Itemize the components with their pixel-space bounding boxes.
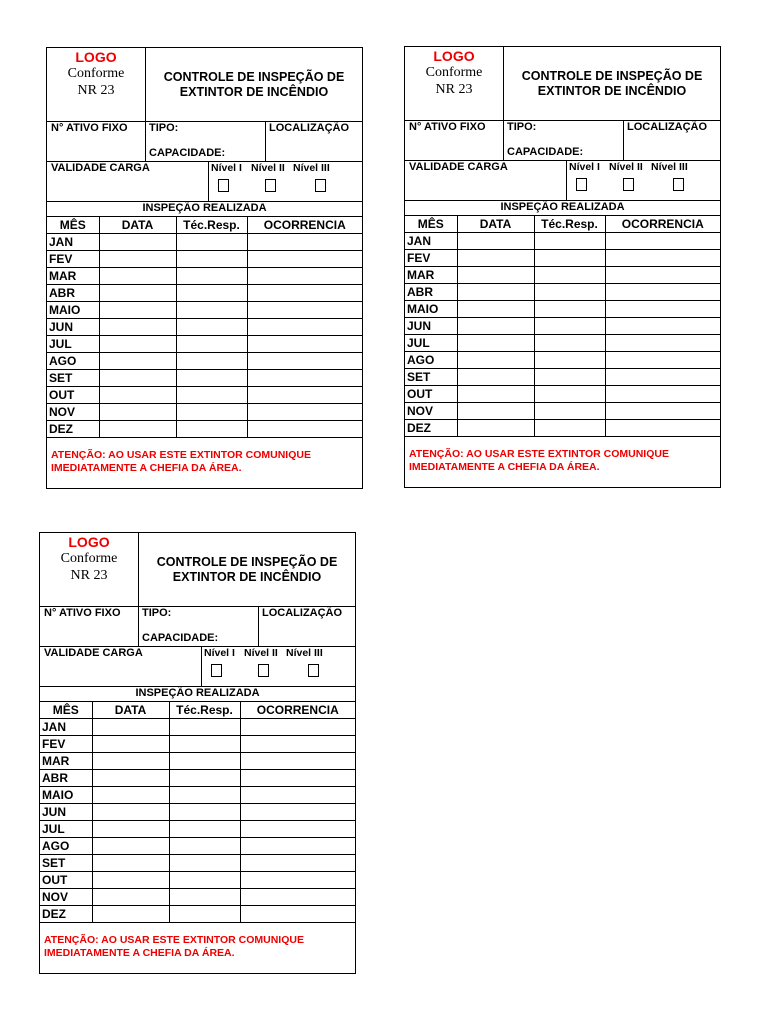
data-cell[interactable] [92, 753, 169, 770]
month-cell: SET [40, 855, 92, 872]
ocorrencia-cell[interactable] [605, 233, 720, 250]
month-cell: ABR [40, 770, 92, 787]
title-line-2: EXTINTOR DE INCÊNDIO [179, 84, 329, 99]
title-line-1: CONTROLE DE INSPEÇÃO DE [163, 69, 345, 84]
norma-label: NR 23 [70, 568, 108, 583]
localizacao-label: LOCALIZAÇÃO [627, 121, 708, 133]
table-row [405, 386, 720, 403]
tec-resp-cell[interactable] [169, 838, 240, 855]
ocorrencia-cell[interactable] [247, 353, 362, 370]
month-cell: FEV [47, 251, 99, 268]
ocorrencia-cell[interactable] [605, 420, 720, 437]
ocorrencia-cell[interactable] [247, 421, 362, 438]
month-cell: NOV [47, 404, 99, 421]
ocorrencia-cell[interactable] [605, 250, 720, 267]
tec-resp-cell[interactable] [534, 369, 605, 386]
tec-resp-cell[interactable] [176, 234, 247, 251]
month-cell: AGO [47, 353, 99, 370]
data-cell[interactable] [99, 421, 176, 438]
table-header-row [40, 702, 355, 719]
month-cell: NOV [405, 403, 457, 420]
ocorrencia-cell[interactable] [247, 285, 362, 302]
nivel-3-checkbox[interactable] [315, 179, 326, 192]
table-row [405, 284, 720, 301]
warning-text [409, 448, 716, 474]
tec-resp-cell[interactable] [534, 250, 605, 267]
data-cell[interactable] [457, 301, 534, 318]
table-row [405, 335, 720, 352]
data-cell[interactable] [92, 906, 169, 923]
table-row [40, 838, 355, 855]
conforme-label: Conforme [60, 551, 118, 566]
nivel-3-label: Nível III [293, 162, 330, 174]
ocorrencia-cell[interactable] [240, 821, 355, 838]
tec-resp-cell[interactable] [534, 403, 605, 420]
nivel-2-checkbox[interactable] [258, 664, 269, 677]
inspecao-realizada-heading: INSPEÇÃO REALIZADA [40, 686, 355, 702]
inspecao-realizada-heading: INSPEÇÃO REALIZADA [405, 200, 720, 216]
asset-row [40, 606, 355, 647]
warning-line-2: IMEDIATAMENTE A CHEFIA DA ÁREA. [409, 461, 600, 473]
card-header [47, 48, 362, 122]
tec-resp-cell[interactable] [169, 804, 240, 821]
month-cell: SET [47, 370, 99, 387]
table-row [40, 821, 355, 838]
ocorrencia-cell[interactable] [240, 838, 355, 855]
data-cell[interactable] [457, 267, 534, 284]
ocorrencia-cell[interactable] [240, 753, 355, 770]
month-cell: MAIO [47, 302, 99, 319]
tec-resp-cell[interactable] [176, 421, 247, 438]
ocorrencia-cell[interactable] [247, 319, 362, 336]
month-cell: JUL [40, 821, 92, 838]
tec-resp-cell[interactable] [169, 855, 240, 872]
nivel-3-checkbox[interactable] [673, 178, 684, 191]
data-cell[interactable] [99, 319, 176, 336]
inspecao-realizada-heading: INSPEÇÃO REALIZADA [47, 201, 362, 217]
tec-resp-cell[interactable] [169, 736, 240, 753]
col-mes-header: MÊS [40, 702, 92, 719]
card-header [405, 47, 720, 121]
col-data-header: DATA [457, 216, 534, 233]
data-cell[interactable] [92, 821, 169, 838]
tec-resp-cell[interactable] [176, 353, 247, 370]
month-cell: JUL [47, 336, 99, 353]
inspection-table [40, 701, 355, 923]
inspection-table [405, 215, 720, 437]
month-cell: AGO [40, 838, 92, 855]
nivel-2-label: Nível II [251, 162, 285, 174]
nivel-1-checkbox[interactable] [218, 179, 229, 192]
norma-label: NR 23 [435, 82, 473, 97]
nivel-3-label: Nível III [651, 161, 688, 173]
tipo-label: TIPO: [142, 607, 172, 619]
ocorrencia-cell[interactable] [605, 301, 720, 318]
tec-resp-cell[interactable] [176, 319, 247, 336]
tipo-label: TIPO: [507, 121, 537, 133]
table-row [405, 403, 720, 420]
ativo-fixo-label: N° ATIVO FIXO [409, 121, 486, 133]
table-row [40, 889, 355, 906]
table-header-row [405, 216, 720, 233]
data-cell[interactable] [457, 233, 534, 250]
table-row [47, 353, 362, 370]
month-cell: MAR [40, 753, 92, 770]
ocorrencia-cell[interactable] [605, 369, 720, 386]
validade-row [47, 161, 362, 202]
tec-resp-cell[interactable] [169, 821, 240, 838]
warning-line-2: IMEDIATAMENTE A CHEFIA DA ÁREA. [44, 947, 235, 959]
conforme-label: Conforme [67, 66, 125, 81]
tipo-label: TIPO: [149, 122, 179, 134]
month-cell: MAR [405, 267, 457, 284]
col-ocorrencia-header: OCORRENCIA [605, 216, 720, 233]
localizacao-label: LOCALIZAÇÃO [262, 607, 343, 619]
col-tec-header: Téc.Resp. [534, 216, 605, 233]
capacidade-label: CAPACIDADE: [149, 147, 226, 159]
month-cell: JAN [405, 233, 457, 250]
tec-resp-cell[interactable] [176, 370, 247, 387]
validade-carga-label: VALIDADE CARGA [51, 162, 150, 174]
ocorrencia-cell[interactable] [247, 404, 362, 421]
table-row [405, 233, 720, 250]
col-ocorrencia-header: OCORRENCIA [247, 217, 362, 234]
asset-row [47, 121, 362, 162]
ocorrencia-cell[interactable] [247, 268, 362, 285]
data-cell[interactable] [99, 387, 176, 404]
tec-resp-cell[interactable] [534, 301, 605, 318]
logo-placeholder: LOGO [68, 534, 110, 550]
warning-text [51, 449, 358, 475]
inspection-card [404, 46, 721, 488]
table-row [40, 855, 355, 872]
ocorrencia-cell[interactable] [240, 906, 355, 923]
ocorrencia-cell[interactable] [240, 787, 355, 804]
data-cell[interactable] [99, 234, 176, 251]
data-cell[interactable] [92, 838, 169, 855]
month-cell: JUN [405, 318, 457, 335]
conforme-label: Conforme [425, 65, 483, 80]
month-cell: MAIO [40, 787, 92, 804]
tec-resp-cell[interactable] [176, 285, 247, 302]
data-cell[interactable] [99, 268, 176, 285]
tec-resp-cell[interactable] [169, 753, 240, 770]
nivel-1-label: Nível I [211, 162, 242, 174]
title-line-1: CONTROLE DE INSPEÇÃO DE [156, 554, 338, 569]
ocorrencia-cell[interactable] [247, 234, 362, 251]
ocorrencia-cell[interactable] [605, 386, 720, 403]
data-cell[interactable] [92, 719, 169, 736]
table-row [47, 251, 362, 268]
data-cell[interactable] [99, 336, 176, 353]
data-cell[interactable] [92, 855, 169, 872]
title-line-2: EXTINTOR DE INCÊNDIO [172, 569, 322, 584]
tec-resp-cell[interactable] [534, 352, 605, 369]
tec-resp-cell[interactable] [176, 336, 247, 353]
month-cell: NOV [40, 889, 92, 906]
table-row [47, 336, 362, 353]
tec-resp-cell[interactable] [169, 770, 240, 787]
nivel-1-checkbox[interactable] [211, 664, 222, 677]
nivel-1-label: Nível I [569, 161, 600, 173]
logo-placeholder: LOGO [75, 49, 117, 65]
table-row [47, 387, 362, 404]
table-row [40, 719, 355, 736]
data-cell[interactable] [457, 369, 534, 386]
asset-row [405, 120, 720, 161]
inspection-card [39, 532, 356, 974]
nivel-3-label: Nível III [286, 647, 323, 659]
tec-resp-cell[interactable] [176, 268, 247, 285]
form-title [146, 48, 362, 121]
month-cell: SET [405, 369, 457, 386]
validade-carga-label: VALIDADE CARGA [409, 161, 508, 173]
ocorrencia-cell[interactable] [605, 335, 720, 352]
nivel-1-checkbox[interactable] [576, 178, 587, 191]
table-row [405, 318, 720, 335]
capacidade-label: CAPACIDADE: [142, 632, 219, 644]
tec-resp-cell[interactable] [534, 335, 605, 352]
data-cell[interactable] [457, 335, 534, 352]
month-cell: DEZ [405, 420, 457, 437]
title-line-1: CONTROLE DE INSPEÇÃO DE [521, 68, 703, 83]
tec-resp-cell[interactable] [176, 302, 247, 319]
tec-resp-cell[interactable] [176, 387, 247, 404]
month-cell: DEZ [40, 906, 92, 923]
table-row [40, 753, 355, 770]
tec-resp-cell[interactable] [169, 787, 240, 804]
table-row [40, 787, 355, 804]
table-row [405, 250, 720, 267]
table-row [47, 234, 362, 251]
validade-row [40, 646, 355, 687]
tec-resp-cell[interactable] [534, 318, 605, 335]
warning-line-1: ATENÇÃO: AO USAR ESTE EXTINTOR COMUNIQUE [44, 934, 304, 946]
table-row [47, 285, 362, 302]
data-cell[interactable] [99, 285, 176, 302]
tec-resp-cell[interactable] [169, 872, 240, 889]
localizacao-label: LOCALIZAÇÃO [269, 122, 350, 134]
warning-line-1: ATENÇÃO: AO USAR ESTE EXTINTOR COMUNIQUE [51, 449, 311, 461]
nivel-1-label: Nível I [204, 647, 235, 659]
ocorrencia-cell[interactable] [247, 387, 362, 404]
table-row [40, 872, 355, 889]
month-cell: JUN [47, 319, 99, 336]
month-cell: ABR [47, 285, 99, 302]
form-title [504, 47, 720, 120]
inspection-table [47, 216, 362, 438]
tec-resp-cell[interactable] [534, 267, 605, 284]
ocorrencia-cell[interactable] [247, 251, 362, 268]
ativo-fixo-label: N° ATIVO FIXO [51, 122, 128, 134]
warning-line-2: IMEDIATAMENTE A CHEFIA DA ÁREA. [51, 462, 242, 474]
col-data-header: DATA [99, 217, 176, 234]
table-row [40, 770, 355, 787]
month-cell: FEV [40, 736, 92, 753]
ocorrencia-cell[interactable] [605, 352, 720, 369]
tec-resp-cell[interactable] [534, 233, 605, 250]
tec-resp-cell[interactable] [176, 404, 247, 421]
month-cell: OUT [40, 872, 92, 889]
ocorrencia-cell[interactable] [247, 370, 362, 387]
nivel-2-checkbox[interactable] [623, 178, 634, 191]
table-row [40, 736, 355, 753]
table-row [40, 804, 355, 821]
table-row [47, 302, 362, 319]
nivel-3-checkbox[interactable] [308, 664, 319, 677]
ativo-fixo-label: N° ATIVO FIXO [44, 607, 121, 619]
ocorrencia-cell[interactable] [605, 318, 720, 335]
inspection-card [46, 47, 363, 489]
month-cell: FEV [405, 250, 457, 267]
logo-cell [405, 47, 504, 120]
ocorrencia-cell[interactable] [240, 804, 355, 821]
month-cell: JUN [40, 804, 92, 821]
norma-label: NR 23 [77, 83, 115, 98]
nivel-2-label: Nível II [609, 161, 643, 173]
data-cell[interactable] [99, 353, 176, 370]
month-cell: OUT [47, 387, 99, 404]
ocorrencia-cell[interactable] [247, 336, 362, 353]
table-header-row [47, 217, 362, 234]
table-row [405, 369, 720, 386]
ocorrencia-cell[interactable] [605, 267, 720, 284]
nivel-2-checkbox[interactable] [265, 179, 276, 192]
data-cell[interactable] [99, 251, 176, 268]
card-header [40, 533, 355, 607]
tec-resp-cell[interactable] [176, 251, 247, 268]
ocorrencia-cell[interactable] [240, 719, 355, 736]
table-row [47, 370, 362, 387]
logo-cell [47, 48, 146, 121]
ocorrencia-cell[interactable] [605, 284, 720, 301]
data-cell[interactable] [457, 318, 534, 335]
warning-text [44, 934, 351, 960]
table-row [405, 301, 720, 318]
col-data-header: DATA [92, 702, 169, 719]
month-cell: MAIO [405, 301, 457, 318]
nivel-2-label: Nível II [244, 647, 278, 659]
form-title [139, 533, 355, 606]
ocorrencia-cell[interactable] [240, 872, 355, 889]
data-cell[interactable] [457, 352, 534, 369]
data-cell[interactable] [92, 889, 169, 906]
col-tec-header: Téc.Resp. [169, 702, 240, 719]
table-row [40, 906, 355, 923]
ocorrencia-cell[interactable] [605, 403, 720, 420]
title-line-2: EXTINTOR DE INCÊNDIO [537, 83, 687, 98]
month-cell: MAR [47, 268, 99, 285]
ocorrencia-cell[interactable] [240, 889, 355, 906]
ocorrencia-cell[interactable] [240, 736, 355, 753]
col-ocorrencia-header: OCORRENCIA [240, 702, 355, 719]
month-cell: JAN [40, 719, 92, 736]
table-row [405, 352, 720, 369]
ocorrencia-cell[interactable] [240, 770, 355, 787]
data-cell[interactable] [92, 872, 169, 889]
table-row [47, 421, 362, 438]
data-cell[interactable] [457, 403, 534, 420]
col-tec-header: Téc.Resp. [176, 217, 247, 234]
warning-line-1: ATENÇÃO: AO USAR ESTE EXTINTOR COMUNIQUE [409, 448, 669, 460]
data-cell[interactable] [99, 370, 176, 387]
table-row [405, 267, 720, 284]
ocorrencia-cell[interactable] [240, 855, 355, 872]
data-cell[interactable] [457, 420, 534, 437]
validade-row [405, 160, 720, 201]
logo-cell [40, 533, 139, 606]
table-row [47, 404, 362, 421]
data-cell[interactable] [457, 284, 534, 301]
month-cell: JUL [405, 335, 457, 352]
month-cell: OUT [405, 386, 457, 403]
data-cell[interactable] [92, 770, 169, 787]
month-cell: ABR [405, 284, 457, 301]
capacidade-label: CAPACIDADE: [507, 146, 584, 158]
ocorrencia-cell[interactable] [247, 302, 362, 319]
col-mes-header: MÊS [405, 216, 457, 233]
data-cell[interactable] [92, 804, 169, 821]
month-cell: JAN [47, 234, 99, 251]
month-cell: DEZ [47, 421, 99, 438]
table-row [47, 319, 362, 336]
data-cell[interactable] [99, 302, 176, 319]
tec-resp-cell[interactable] [169, 906, 240, 923]
data-cell[interactable] [92, 736, 169, 753]
data-cell[interactable] [92, 787, 169, 804]
validade-carga-label: VALIDADE CARGA [44, 647, 143, 659]
data-cell[interactable] [99, 404, 176, 421]
col-mes-header: MÊS [47, 217, 99, 234]
tec-resp-cell[interactable] [169, 889, 240, 906]
table-row [47, 268, 362, 285]
month-cell: AGO [405, 352, 457, 369]
logo-placeholder: LOGO [433, 48, 475, 64]
table-row [405, 420, 720, 437]
tec-resp-cell[interactable] [534, 386, 605, 403]
tec-resp-cell[interactable] [534, 420, 605, 437]
tec-resp-cell[interactable] [534, 284, 605, 301]
tec-resp-cell[interactable] [169, 719, 240, 736]
data-cell[interactable] [457, 250, 534, 267]
data-cell[interactable] [457, 386, 534, 403]
